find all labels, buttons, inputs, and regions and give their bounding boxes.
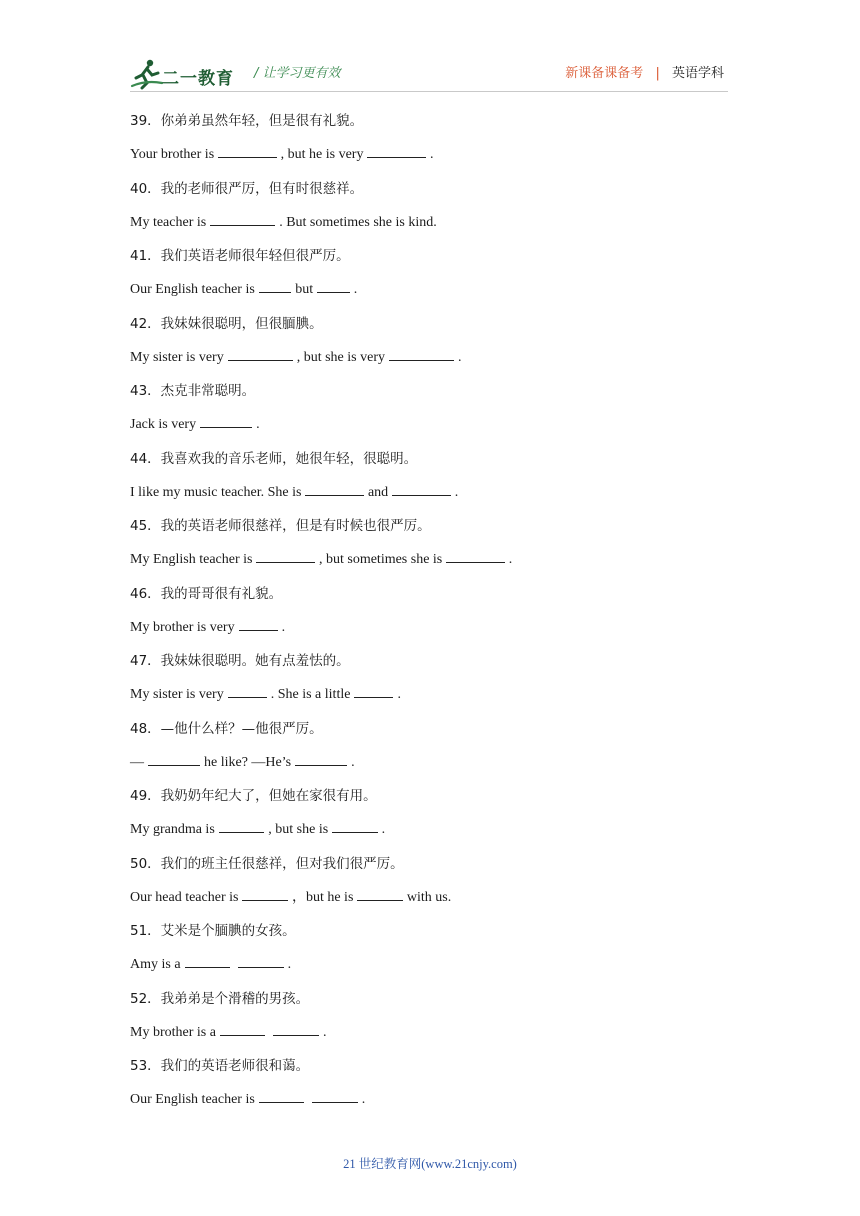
- answer-blank[interactable]: [228, 683, 267, 698]
- running-man-icon: [130, 56, 164, 90]
- answer-blank[interactable]: [210, 211, 275, 226]
- answer-blank[interactable]: [185, 953, 231, 968]
- sentence-text: , but sometimes she is: [318, 552, 443, 567]
- question-item: [130, 108, 750, 176]
- sentence-text: My English teacher is: [130, 552, 253, 567]
- question-chinese: 48．—他什么样？—他很严厉。: [130, 720, 323, 737]
- question-chinese: 46．我的哥哥很有礼貌。: [130, 585, 283, 602]
- question-chinese: 49．我奶奶年纪大了，但她在家很有用。: [130, 788, 377, 804]
- sentence-text: Amy is a: [130, 957, 181, 972]
- sentence-text: .: [381, 822, 386, 837]
- question-item: [130, 1053, 750, 1121]
- sentence-text: .: [457, 349, 462, 365]
- sentence-text: My sister is very: [130, 349, 224, 365]
- answer-blank[interactable]: [218, 143, 277, 158]
- question-chinese: 41．我们英语老师很年轻但很严厉。: [130, 248, 350, 264]
- sentence-text: .: [256, 417, 260, 432]
- sentence-text: My teacher is: [130, 214, 207, 230]
- answer-blank[interactable]: [238, 953, 284, 968]
- answer-blank[interactable]: [200, 413, 252, 428]
- question-english: [130, 1087, 365, 1113]
- question-english: [130, 480, 458, 506]
- subject-tag: [565, 62, 724, 81]
- sentence-text: Our head teacher is: [130, 889, 239, 905]
- sentence-text: he like? —He’s: [204, 754, 292, 770]
- question-english: [130, 817, 385, 843]
- question-english: [130, 210, 437, 236]
- question-item: [130, 716, 750, 784]
- sentence-text: .: [429, 147, 434, 162]
- sentence-text: —: [130, 754, 144, 770]
- header-divider: [130, 91, 728, 92]
- tag-separator: |: [655, 66, 660, 81]
- tag-right: 英语学科: [671, 66, 724, 81]
- sentence-text: Our English teacher is: [130, 1092, 255, 1107]
- sentence-text: Jack is very: [130, 417, 197, 432]
- question-english: [130, 682, 401, 708]
- page-footer: 21 世纪教育网(www.21cnjy.com): [343, 1157, 517, 1171]
- logo-text: 二一教育: [162, 69, 234, 89]
- question-item: [130, 243, 750, 311]
- answer-blank[interactable]: [357, 886, 403, 901]
- sentence-text: ，but he is: [291, 889, 354, 905]
- sentence-text: and: [367, 484, 389, 500]
- question-chinese: 50．我们的班主任很慈祥，但对我们很严厉。: [130, 855, 404, 872]
- answer-blank[interactable]: [239, 616, 278, 631]
- question-item: [130, 986, 750, 1054]
- answer-blank[interactable]: [317, 278, 350, 293]
- answer-blank[interactable]: [392, 481, 451, 496]
- question-english: [130, 277, 357, 303]
- question-chinese: 45．我的英语老师很慈祥，但是有时候也很严厉。: [130, 518, 431, 534]
- answer-blank[interactable]: [312, 1088, 358, 1103]
- answer-blank[interactable]: [219, 818, 265, 833]
- question-list: [130, 108, 750, 1121]
- question-item: [130, 176, 750, 244]
- sentence-text: My brother is very: [130, 619, 235, 635]
- question-item: [130, 851, 750, 919]
- sentence-text: with us.: [406, 889, 452, 905]
- question-chinese: 47．我妹妹很聪明。她有点羞怯的。: [130, 653, 350, 669]
- question-english: [130, 412, 260, 438]
- question-item: [130, 311, 750, 379]
- question-item: [130, 783, 750, 851]
- sentence-text: but: [295, 282, 314, 297]
- sentence-text: .: [508, 552, 513, 567]
- question-chinese: 52．我弟弟是个滑稽的男孩。: [130, 990, 310, 1007]
- answer-blank[interactable]: [242, 886, 288, 901]
- answer-blank[interactable]: [295, 751, 347, 766]
- answer-blank[interactable]: [446, 548, 505, 563]
- sentence-text: , but she is: [268, 822, 329, 837]
- sentence-text: Your brother is: [130, 147, 215, 162]
- question-chinese: 43．杰克非常聪明。: [130, 383, 256, 399]
- question-chinese: 44．我喜欢我的音乐老师，她很年轻，很聪明。: [130, 450, 418, 467]
- question-english: [130, 547, 512, 573]
- sentence-text: , but she is very: [296, 349, 385, 365]
- question-english: [130, 142, 433, 168]
- sentence-text: , but he is very: [280, 147, 364, 162]
- answer-blank[interactable]: [273, 1021, 319, 1036]
- sentence-text: .: [361, 1092, 366, 1107]
- question-chinese: 53．我们的英语老师很和蔼。: [130, 1058, 310, 1074]
- sentence-text: .: [454, 484, 459, 500]
- answer-blank[interactable]: [367, 143, 426, 158]
- answer-blank[interactable]: [259, 1088, 305, 1103]
- answer-blank[interactable]: [389, 346, 454, 361]
- tag-left: 新课备课备考: [565, 66, 644, 81]
- question-english: [130, 952, 291, 978]
- answer-blank[interactable]: [220, 1021, 266, 1036]
- sentence-text: Our English teacher is: [130, 282, 255, 297]
- sentence-text: My brother is a: [130, 1024, 216, 1040]
- question-item: [130, 581, 750, 649]
- answer-blank[interactable]: [332, 818, 378, 833]
- question-chinese: 39．你弟弟虽然年轻，但是很有礼貌。: [130, 113, 364, 129]
- question-item: [130, 918, 750, 986]
- sentence-text: .: [353, 282, 358, 297]
- sentence-text: My grandma is: [130, 822, 215, 837]
- page-header: [130, 52, 730, 92]
- question-chinese: 51．艾米是个腼腆的女孩。: [130, 923, 296, 939]
- question-item: [130, 513, 750, 581]
- question-item: [130, 378, 750, 446]
- sentence-text: . She is a little: [270, 687, 351, 702]
- answer-blank[interactable]: [354, 683, 393, 698]
- sentence-text: .: [397, 687, 401, 702]
- question-chinese: 40．我的老师很严厉，但有时很慈祥。: [130, 180, 364, 197]
- answer-blank[interactable]: [256, 548, 315, 563]
- question-item: [130, 648, 750, 716]
- sentence-text: My sister is very: [130, 687, 224, 702]
- answer-blank[interactable]: [259, 278, 292, 293]
- answer-blank[interactable]: [305, 481, 364, 496]
- logo: [130, 56, 242, 92]
- sentence-text: .: [351, 754, 355, 770]
- answer-blank[interactable]: [148, 751, 200, 766]
- question-english: [130, 345, 461, 371]
- question-english: [130, 615, 285, 641]
- sentence-text: .: [322, 1024, 327, 1040]
- question-english: [130, 1020, 326, 1046]
- sentence-text: . But sometimes she is kind.: [279, 214, 437, 230]
- sentence-text: .: [281, 619, 286, 635]
- question-english: [130, 750, 355, 776]
- sentence-text: .: [287, 957, 292, 972]
- sentence-text: I like my music teacher. She is: [130, 484, 302, 500]
- question-english: [130, 885, 451, 911]
- question-item: [130, 446, 750, 514]
- slogan: / 让学习更有效: [254, 66, 341, 81]
- question-chinese: 42．我妹妹很聪明，但很腼腆。: [130, 315, 323, 332]
- answer-blank[interactable]: [228, 346, 293, 361]
